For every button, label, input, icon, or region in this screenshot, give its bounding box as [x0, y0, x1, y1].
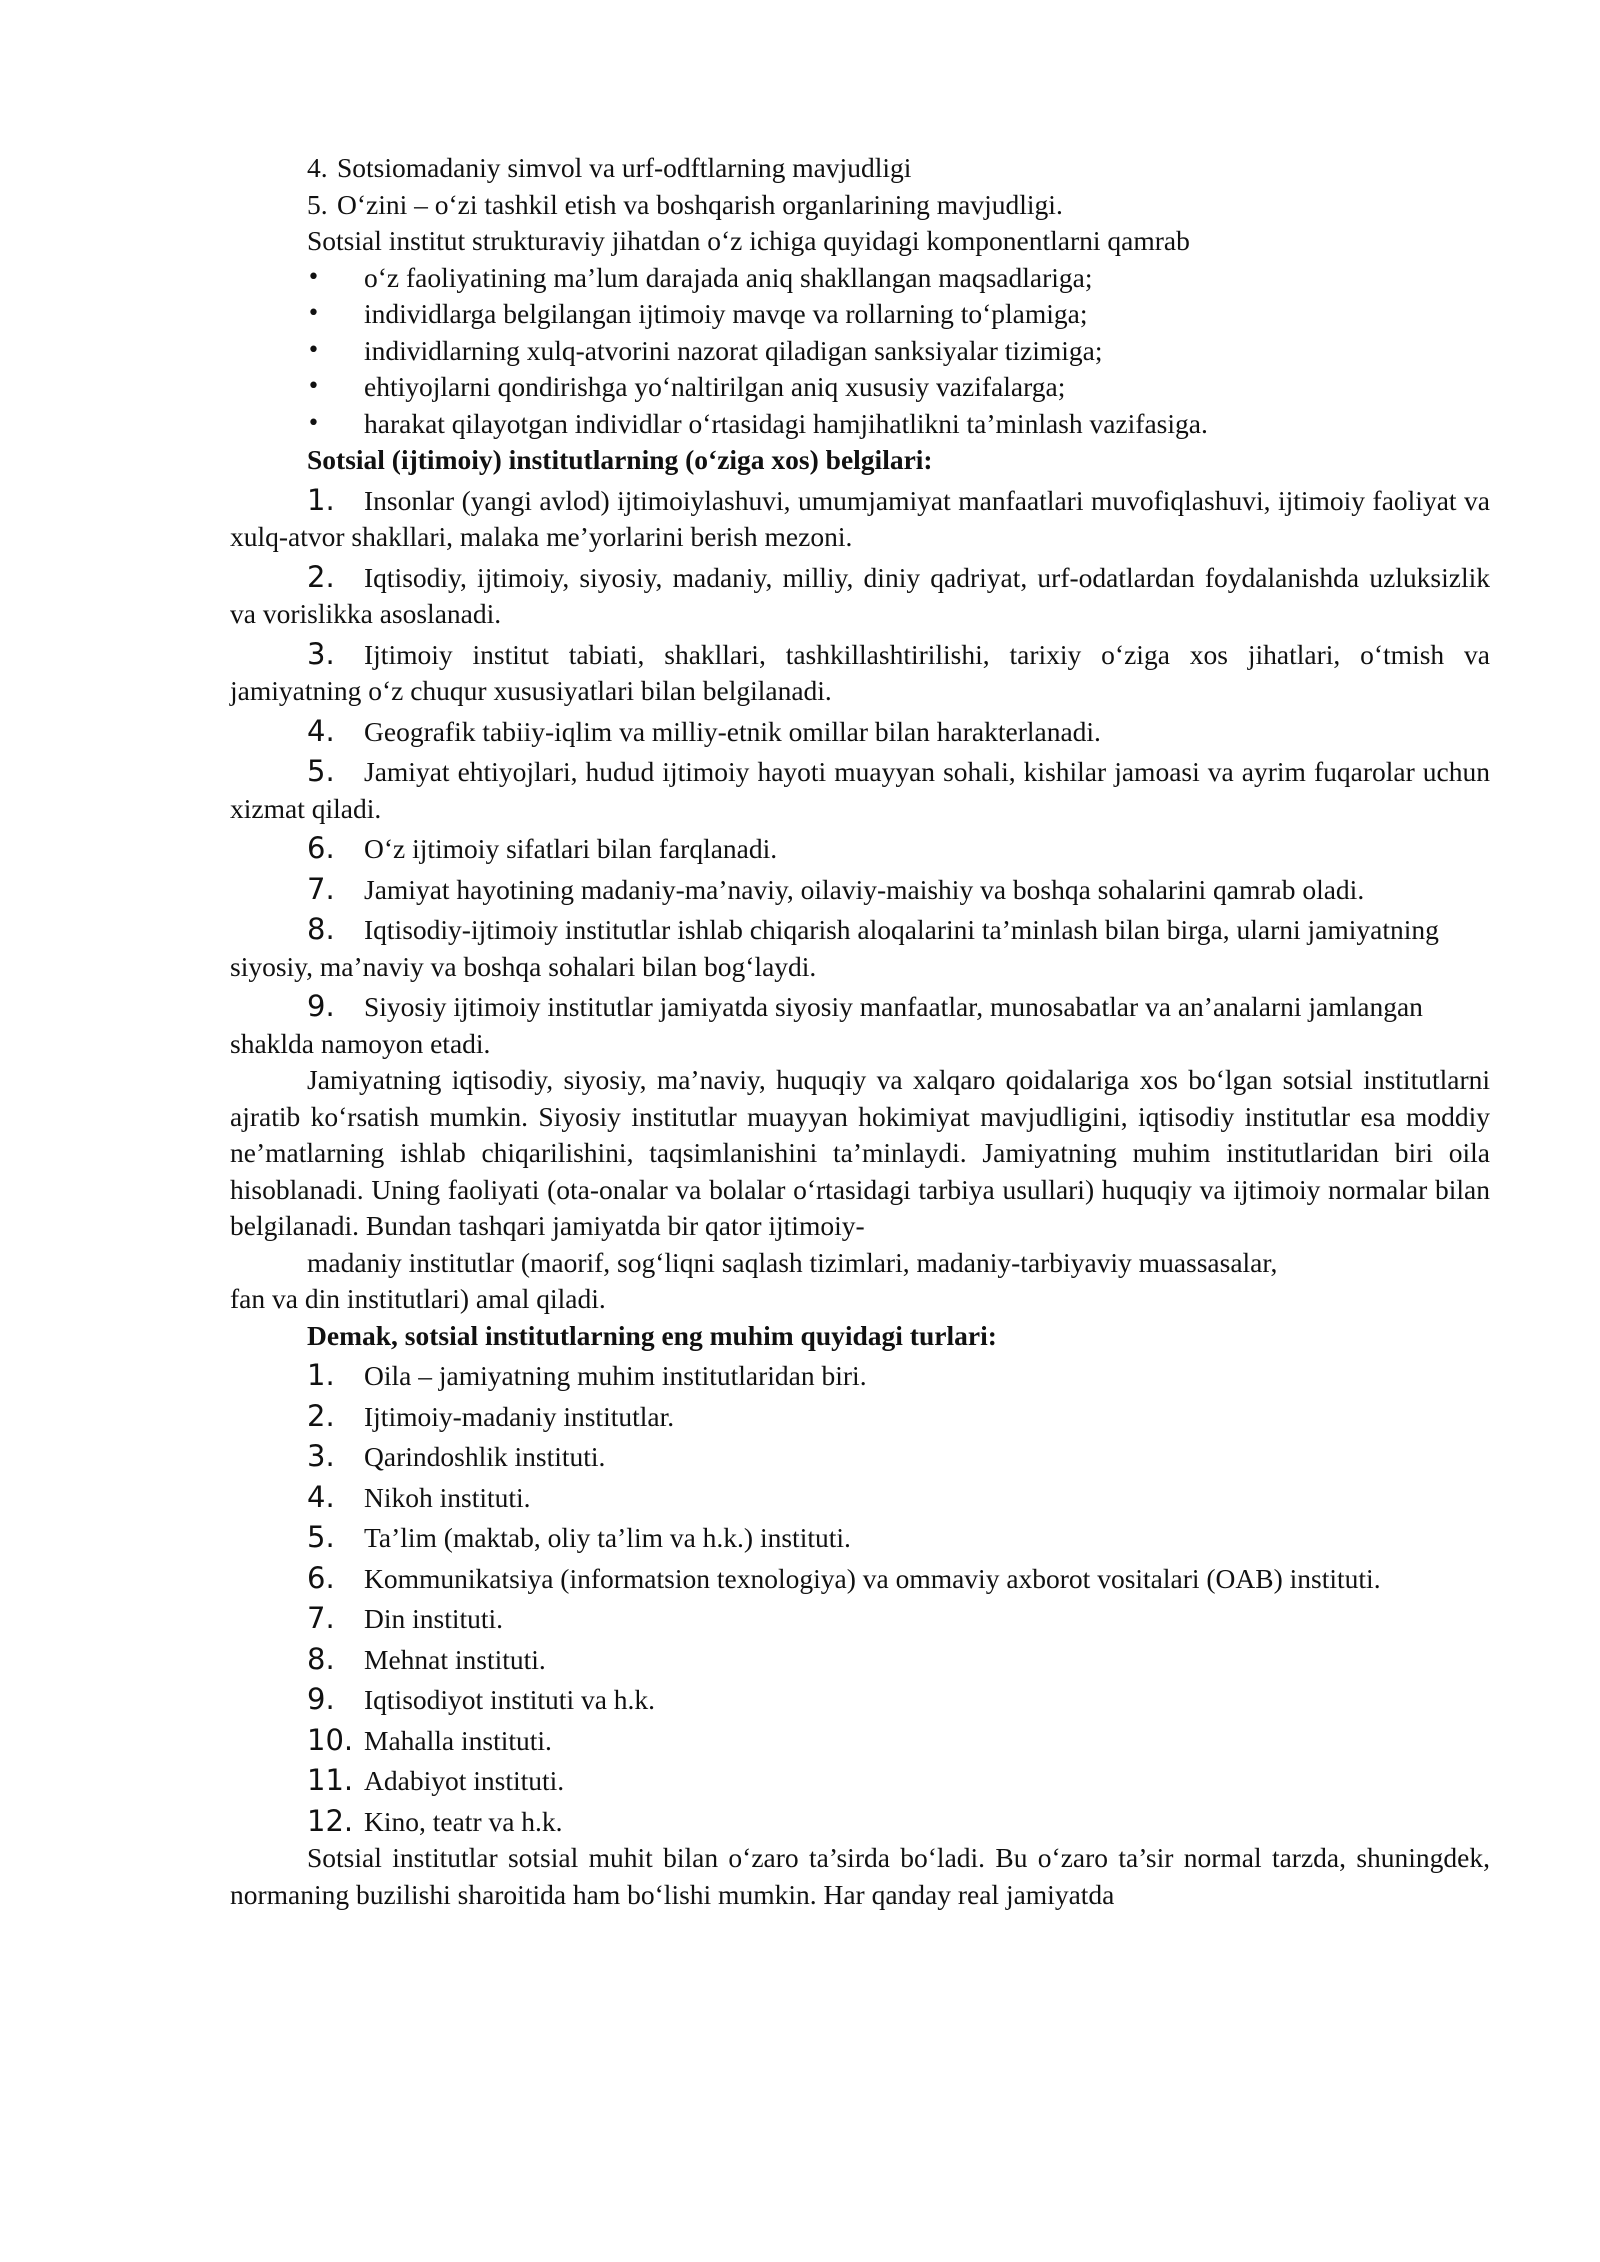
- type-item: [230, 1560, 1490, 1598]
- document-page: [230, 150, 1490, 1913]
- item-text: Adabiyot instituti.: [364, 1765, 565, 1796]
- feature-item: [230, 482, 1490, 556]
- type-item: [230, 1357, 1490, 1395]
- type-item: [230, 1519, 1490, 1557]
- type-item: [230, 1722, 1490, 1760]
- item-number: 1.: [307, 482, 335, 517]
- types-heading: Demak, sotsial institutlarning eng muhim quyidagi turlari:: [307, 1319, 997, 1351]
- item-text: Iqtisodiy, ijtimoiy, siyosiy, madaniy, milliy, diniy qadriyat, urf-odatlardan foydalanishda uzluksizlik va vorislikka asoslanadi.: [230, 561, 1490, 629]
- feature-item: [230, 988, 1490, 1062]
- item-number: 8.: [307, 1641, 335, 1676]
- item-number: 4.: [307, 713, 335, 748]
- item-text: Din instituti.: [364, 1603, 504, 1634]
- item-text: Geografik tabiiy-iqlim va milliy-etnik omillar bilan harakterlanadi.: [364, 715, 1101, 747]
- feature-item: [230, 559, 1490, 633]
- type-item: [230, 1641, 1490, 1679]
- feature-item: [230, 713, 1490, 751]
- item-number: 11.: [307, 1763, 354, 1797]
- item-text: Iqtisodiy-ijtimoiy institutlar ishlab chiqarish aloqalarini ta’minlash bilan birga, ularni jamiyatning siyosiy, ma’naviy va boshqa sohalari bilan bog‘laydi.: [230, 914, 1439, 982]
- item-text: Ta’lim (maktab, oliy ta’lim va h.k.) instituti.: [364, 1522, 851, 1553]
- bullet-glyph: •: [307, 374, 320, 399]
- bullet-item: [230, 406, 1490, 443]
- item-text: Kino, teatr va h.k.: [364, 1805, 563, 1837]
- item-number: 4.: [307, 152, 328, 183]
- feature-item: [230, 830, 1490, 868]
- bullet-text: individlarga belgilangan ijtimoiy mavqe va rollarning to‘plamiga;: [364, 298, 1088, 329]
- item-number: 8.: [307, 912, 335, 946]
- type-item: [230, 1479, 1490, 1517]
- item-number: 1.: [307, 1358, 335, 1392]
- item-number: 2.: [307, 1398, 335, 1433]
- item-text: Ijtimoiy institut tabiati, shakllari, tashkillashtirilishi, tarixiy o‘ziga xos jihatlari, o‘tmish va jamiyatning o‘z chuqur xususiyatlari bilan belgilanadi.: [230, 638, 1490, 706]
- type-item: [230, 1600, 1490, 1638]
- item-number: 5.: [307, 1520, 335, 1554]
- item-text: Kommunikatsiya (informatsion texnologiya) va ommaviy axborot vositalari (OAB) instituti.: [364, 1562, 1381, 1594]
- item-text: O‘z ijtimoiy sifatlari bilan farqlanadi.: [364, 833, 778, 864]
- item-number: 6.: [307, 831, 335, 865]
- main-paragraph-continuation-end: fan va din institutlari) amal qiladi.: [230, 1283, 606, 1314]
- type-item: [230, 1803, 1490, 1841]
- item-text: Insonlar (yangi avlod) ijtimoiylashuvi, umumjamiyat manfaatlari muvofiqlashuvi, ijtimoiy faoliyat va xulq-atvor shakllari, malaka me’yorlarini berish mezoni.: [230, 484, 1490, 552]
- item-number: 9.: [307, 989, 335, 1023]
- structure-intro: Sotsial institut strukturaviy jihatdan o‘z ichiga quyidagi komponentlarni qamrab: [307, 225, 1190, 256]
- item-number: 3.: [307, 636, 335, 671]
- list-item: [230, 150, 1490, 187]
- item-number: 7.: [307, 1601, 335, 1635]
- item-number: 12.: [307, 1803, 354, 1838]
- item-number: 10.: [307, 1722, 354, 1757]
- item-number: 4.: [307, 1479, 335, 1514]
- item-text: Qarindoshlik instituti.: [364, 1441, 606, 1472]
- feature-item: [230, 753, 1490, 827]
- item-text: Oila – jamiyatning muhim institutlaridan biri.: [364, 1360, 867, 1391]
- item-text: Mehnat instituti.: [364, 1643, 546, 1675]
- item-text: Nikoh instituti.: [364, 1481, 531, 1513]
- bullet-text: harakat qilayotgan individlar o‘rtasidagi hamjihatlikni ta’minlash vazifasiga.: [364, 407, 1208, 439]
- main-paragraph: Jamiyatning iqtisodiy, siyosiy, ma’naviy, huquqiy va xalqaro qoidalariga xos bo‘lgan sotsial institutlarni ajratib ko‘rsatish mumkin. Siyosiy institutlar muayyan hokimiyat mavjudligini, iqtisodiy institutlar esa moddiy ne’matlarning ishlab chiqarilishini, taqsimlanishini ta’minlaydi. Jamiyatning muhim institutlaridan biri oila hisoblanadi. Uning faoliyati (ota-onalar va bolalar o‘rtasidagi tarbiya usullari) huquqiy va ijtimoiy normalar bilan belgilanadi. Bundan tashqari jamiyatda bir qator ijtimoiy-: [230, 1064, 1490, 1241]
- bullet-glyph: •: [307, 337, 320, 363]
- item-number: 9.: [307, 1682, 335, 1716]
- type-item: [230, 1762, 1490, 1800]
- final-paragraph: Sotsial institutlar sotsial muhit bilan o‘zaro ta’sirda bo‘ladi. Bu o‘zaro ta’sir normal tarzda, shuningdek, normaning buzilishi sharoitida ham bo‘lishi mumkin. Har qanday real jamiyatda: [230, 1842, 1490, 1910]
- item-number: 5.: [307, 754, 335, 788]
- item-number: 5.: [307, 188, 328, 220]
- item-text: Jamiyat hayotining madaniy-ma’naviy, oilaviy-maishiy va boshqa sohalarini qamrab oladi.: [364, 873, 1365, 905]
- item-number: 3.: [307, 1439, 335, 1473]
- list-item: [230, 187, 1490, 224]
- type-item: [230, 1681, 1490, 1719]
- bullet-glyph: •: [307, 264, 320, 290]
- bullet-text: individlarning xulq-atvorini nazorat qiladigan sanksiyalar tizimiga;: [364, 334, 1103, 366]
- type-item: [230, 1398, 1490, 1436]
- bullet-glyph: •: [307, 410, 320, 436]
- item-text: Ijtimoiy-madaniy institutlar.: [364, 1400, 675, 1432]
- item-text: Mahalla instituti.: [364, 1724, 552, 1756]
- item-number: 6.: [307, 1560, 335, 1595]
- item-text: Siyosiy ijtimoiy institutlar jamiyatda siyosiy manfaatlar, munosabatlar va an’analarni jamlangan shaklda namoyon etadi.: [230, 991, 1423, 1059]
- item-text: Jamiyat ehtiyojlari, hudud ijtimoiy hayoti muayyan sohali, kishilar jamoasi va ayrim fuqarolar uchun xizmat qiladi.: [230, 756, 1490, 824]
- bullet-text: ehtiyojlarni qondirishga yo‘naltirilgan aniq xususiy vazifalarga;: [364, 371, 1066, 402]
- item-number: 7.: [307, 871, 335, 906]
- item-number: 2.: [307, 559, 335, 594]
- bullet-text: o‘z faoliyatining ma’lum darajada aniq shakllangan maqsadlariga;: [364, 261, 1093, 293]
- bullet-glyph: •: [307, 301, 320, 326]
- feature-item: [230, 911, 1490, 985]
- item-text: Iqtisodiyot instituti va h.k.: [364, 1684, 656, 1715]
- bullet-item: [230, 296, 1490, 333]
- bullet-item: [230, 369, 1490, 406]
- bullet-item: [230, 333, 1490, 370]
- bullet-item: [230, 260, 1490, 297]
- feature-item: [230, 871, 1490, 909]
- item-text: Sotsiomadaniy simvol va urf-odftlarning mavjudligi: [337, 152, 912, 183]
- item-text: O‘zini – o‘zi tashkil etish va boshqarish organlarining mavjudligi.: [337, 188, 1063, 220]
- type-item: [230, 1438, 1490, 1476]
- features-heading: Sotsial (ijtimoiy) institutlarning (o‘ziga xos) belgilari:: [307, 444, 933, 475]
- main-paragraph-continuation: madaniy institutlar (maorif, sog‘liqni saqlash tizimlari, madaniy-tarbiyaviy muassasalar,: [307, 1246, 1278, 1278]
- feature-item: [230, 636, 1490, 710]
